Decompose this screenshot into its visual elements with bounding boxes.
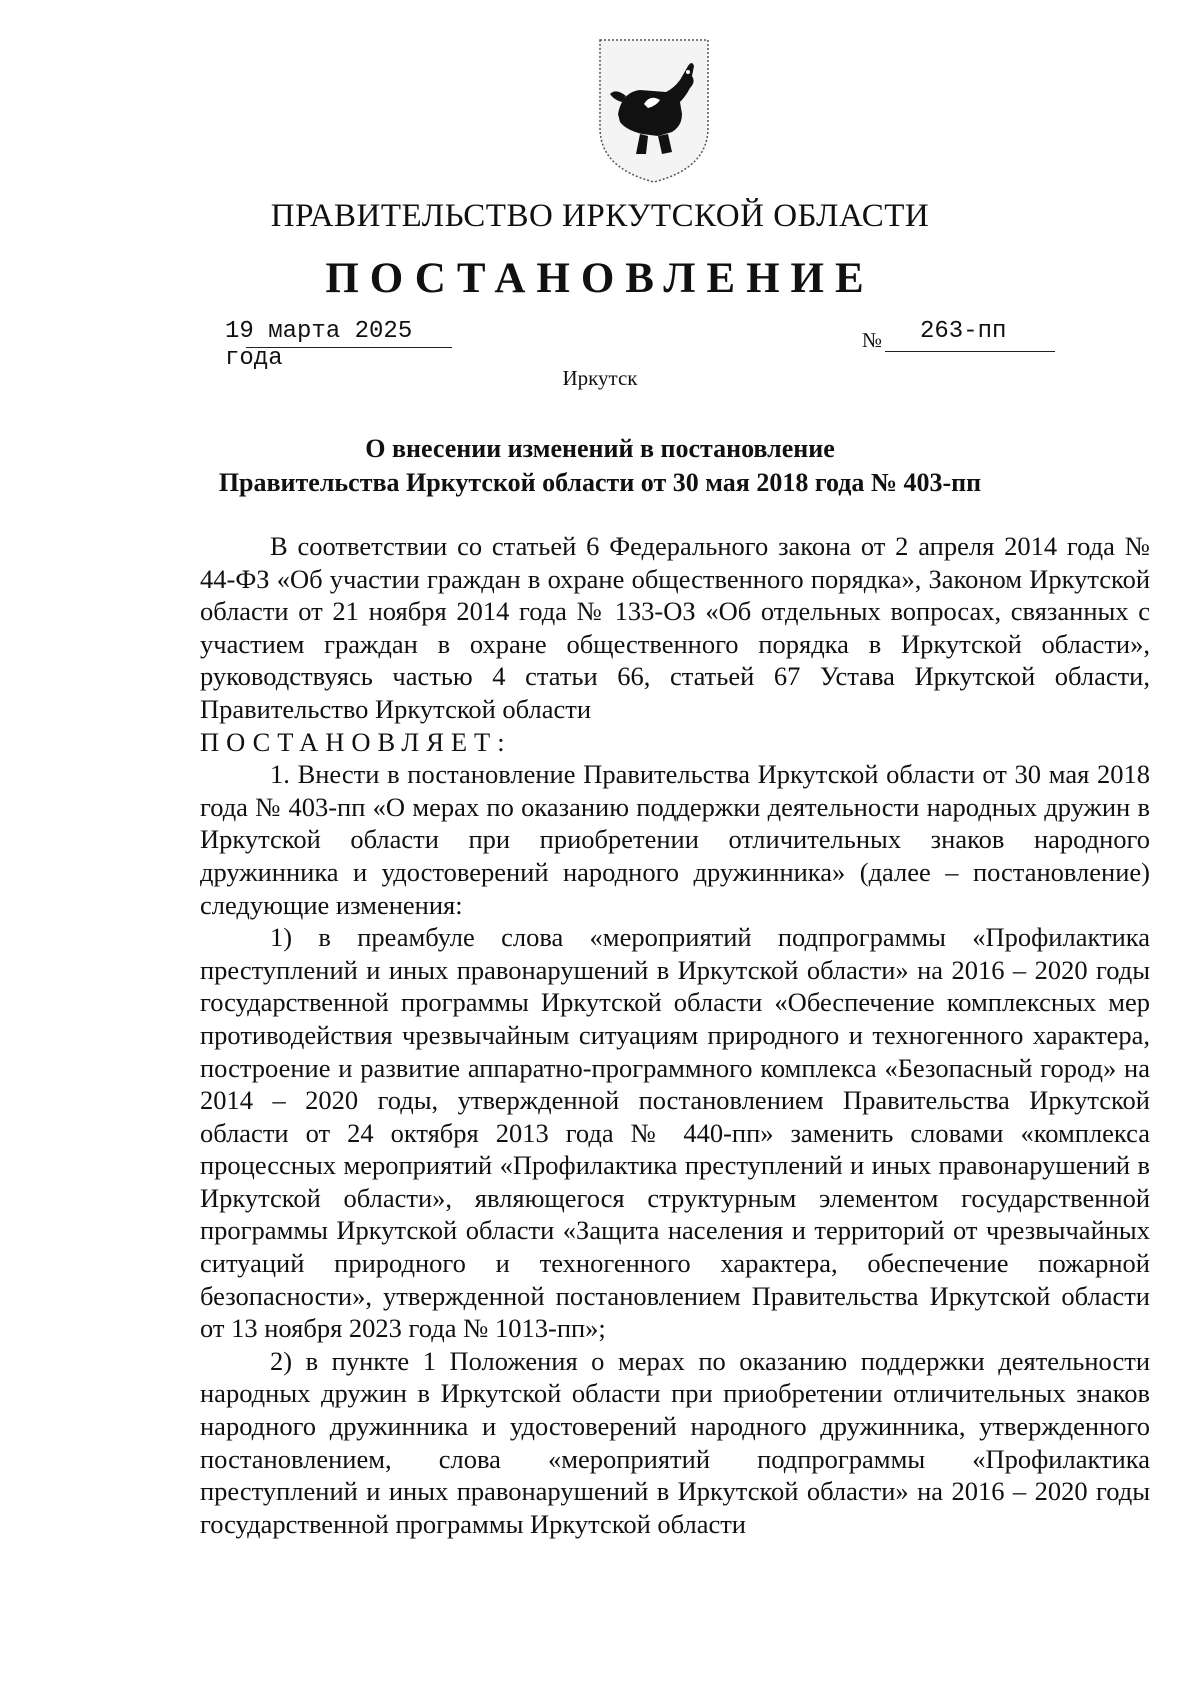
item-1-paragraph: 1. Внести в постановление Правительства Иркутской области от 30 мая 2018 года № 403-пп «О мерах по оказанию поддержки деятельности народных дружин в Иркутской области при приобретении отличительных знаков народного дружинника и удостоверений народного дружинника» (далее – постановление) следующие изменения: [200, 759, 1150, 920]
coat-of-arms-icon [596, 36, 712, 186]
document-date: 19 марта 2025 года [225, 318, 413, 372]
document-subject [200, 432, 1000, 500]
number-sign: № [862, 328, 883, 352]
document-body [200, 530, 1150, 1540]
organization-title: ПРАВИТЕЛЬСТВО ИРКУТСКОЙ ОБЛАСТИ [270, 198, 930, 234]
item-1-2-paragraph: 2) в пункте 1 Положения о мерах по оказанию поддержки деятельности народных дружин в Иркутской области при приобретении отличительных знаков народного дружинника и удостоверений народного дружинника, утвержденного постановлением, слова «мероприятий подпрограммы «Профилактика преступлений и иных правонарушений в Иркутской области» на 2016 – 2020 годы государственной программы Иркутской области [200, 1345, 1150, 1539]
document-type: ПОСТАНОВЛЕНИЕ [325, 255, 875, 302]
date-underline [246, 347, 452, 348]
item-1-1-paragraph: 1) в преамбуле слова «мероприятий подпрограммы «Профилактика преступлений и иных правонарушений в Иркутской области» на 2016 – 2020 годы государственной программы Иркутской области «Обеспечение комплексных мер противодействия чрезвычайным ситуациям природного и техногенного характера, построение и развитие аппаратно-программного комплекса «Безопасный город» на 2014 – 2020 годы, утвержденной постановлением Правительства Иркутской области от 24 октября 2013 года № 440-пп» заменить словами «комплекса процессных мероприятий «Профилактика преступлений и иных правонарушений в Иркутской области», являющегося структурным элементом государственной программы Иркутской области «Защита населения и территорий от чрезвычайных ситуаций природного и техногенного характера, обеспечение пожарной безопасности», утвержденной постановлением Правительства Иркутской области от 13 ноября 2023 года № 1013-пп»; [200, 922, 1150, 1344]
resolve-heading: ПОСТАНОВЛЯЕТ: [200, 726, 512, 757]
document-city: Иркутск [562, 366, 638, 390]
preamble-paragraph: В соответствии со статьей 6 Федерального закона от 2 апреля 2014 года № 44-ФЗ «Об участии граждан в охране общественного порядка», Законом Иркутской области от 21 ноября 2014 года № 133-ОЗ «Об отдельных вопросах, связанных с участием граждан в охране общественного порядка в Иркутской области», руководствуясь частью 4 статьи 66, статьей 67 Устава Иркутской области, Правительство Иркутской области [200, 531, 1150, 724]
document-number: 263-пп [920, 318, 1007, 345]
subject-line-2: Правительства Иркутской области от 30 мая 2018 года № 403-пп [218, 468, 982, 497]
number-underline [885, 351, 1055, 352]
subject-line-1: О внесении изменений в постановление [365, 434, 835, 463]
